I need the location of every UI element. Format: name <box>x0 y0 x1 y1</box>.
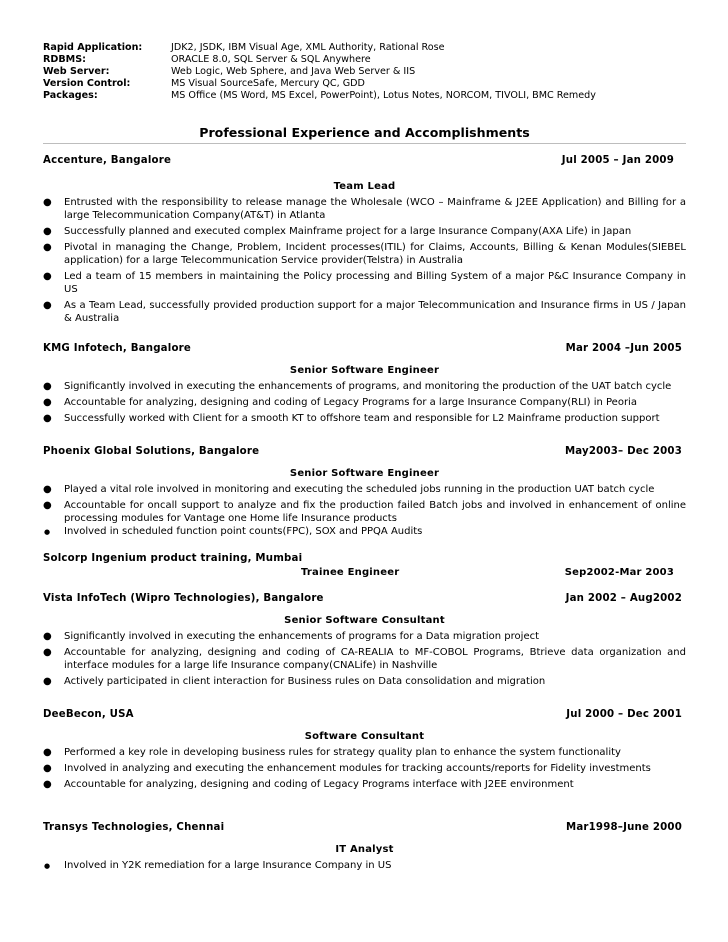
list-item: ● Successfully worked with Client for a smooth KT to offshore team and responsible for L2 Mainframe production support <box>43 413 660 424</box>
bullet-icon: ● <box>43 226 52 237</box>
job-dates: Mar 2004 –Jun 2005 <box>565 343 682 354</box>
skill-value: JDK2, JSDK, IBM Visual Age, XML Authority, Rational Rose <box>171 42 445 53</box>
bullet-icon: ● <box>43 413 52 424</box>
job-dates: Jul 2005 – Jan 2009 <box>561 155 674 166</box>
skill-row <box>43 78 596 90</box>
job-dates: Jul 2000 – Dec 2001 <box>566 709 682 720</box>
job-deebecon <box>43 708 686 794</box>
section-divider <box>43 143 686 144</box>
job-role: Senior Software Consultant <box>284 615 445 626</box>
list-item: ● Accountable for analyzing, designing and coding of Legacy Programs interface with J2EE environment <box>43 779 574 790</box>
bullet-icon: ● <box>43 381 52 392</box>
job-header <box>43 592 686 606</box>
job-kmg <box>43 342 686 428</box>
skill-value: MS Visual SourceSafe, Mercury QC, GDD <box>171 78 365 89</box>
skill-label: Web Server: <box>43 66 110 77</box>
skill-row <box>43 42 596 54</box>
technical-skills <box>43 42 596 102</box>
job-solcorp <box>43 552 686 580</box>
skill-value: ORACLE 8.0, SQL Server & SQL Anywhere <box>171 54 371 65</box>
job-role: IT Analyst <box>335 844 394 855</box>
job-dates: Sep2002-Mar 2003 <box>564 567 674 578</box>
list-item: ● Actively participated in client interaction for Business rules on Data consolidation and migration <box>43 676 546 687</box>
job-bullets <box>43 859 686 872</box>
company-name: DeeBecon, USA <box>43 709 134 720</box>
bullet-icon: ● <box>43 676 52 687</box>
company-name: Transys Technologies, Chennai <box>43 822 225 833</box>
bullet-icon: ● <box>44 528 51 536</box>
bullet-icon: ● <box>43 397 52 408</box>
skill-row <box>43 66 596 78</box>
list-item: ● Significantly involved in executing the enhancements of programs for a Data migration project <box>43 631 540 642</box>
skill-value: Web Logic, Web Sphere, and Java Web Server & IIS <box>171 66 416 77</box>
list-item: ● Significantly involved in executing the enhancements of programs, and monitoring the production of the UAT batch cycle <box>43 381 672 392</box>
job-bullets <box>43 196 686 325</box>
job-accenture <box>43 154 686 328</box>
job-vista <box>43 592 686 691</box>
company-name: Accenture, Bangalore <box>43 155 172 166</box>
job-transys <box>43 821 686 875</box>
skill-value: MS Office (MS Word, MS Excel, PowerPoint), Lotus Notes, NORCOM, TIVOLI, BMC Remedy <box>171 90 596 101</box>
list-item: ● Successfully planned and executed complex Mainframe project for a large Insurance Company(AXA Life) in Japan <box>43 226 632 237</box>
company-name: Solcorp Ingenium product training, Mumbai <box>43 553 303 564</box>
company-name: Vista InfoTech (Wipro Technologies), Bangalore <box>43 593 324 604</box>
job-header <box>43 445 686 459</box>
job-dates: May2003– Dec 2003 <box>564 446 682 457</box>
job-dates: Jan 2002 – Aug2002 <box>565 593 682 604</box>
job-bullets <box>43 483 686 538</box>
skill-label: Version Control: <box>43 78 131 89</box>
bullet-icon: ● <box>44 862 51 870</box>
job-role: Team Lead <box>333 181 396 192</box>
bullet-icon: ● <box>43 631 52 642</box>
job-header <box>43 552 686 566</box>
bullet-icon: ● <box>43 300 52 311</box>
job-bullets <box>43 746 686 791</box>
list-item: ● Pivotal in managing the Change, Problem, Incident processes(ITIL) for Claims, Accounts, Billing & Kenan Modules(SIEBEL application) for a large Telecommunication Service provider(Telstra) in Australia <box>43 242 686 266</box>
job-role: Senior Software Engineer <box>289 365 440 376</box>
bullet-icon: ● <box>43 484 52 495</box>
skill-label: RDBMS: <box>43 54 86 65</box>
job-role-row <box>43 566 686 580</box>
bullet-icon: ● <box>43 763 52 774</box>
skill-row <box>43 54 596 66</box>
job-header <box>43 708 686 722</box>
job-role: Software Consultant <box>304 731 425 742</box>
bullet-icon: ● <box>43 500 52 511</box>
bullet-icon: ● <box>43 647 52 658</box>
skill-label: Rapid Application: <box>43 42 143 53</box>
bullet-icon: ● <box>43 271 52 282</box>
bullet-icon: ● <box>43 747 52 758</box>
job-header <box>43 154 686 168</box>
list-item: ● Involved in analyzing and executing the enhancement modules for tracking accounts/reports for Fidelity investments <box>43 763 651 774</box>
section-title: Professional Experience and Accomplishments <box>199 125 530 140</box>
list-item: ● Involved in Y2K remediation for a large Insurance Company in US <box>44 860 392 871</box>
job-header <box>43 821 686 835</box>
bullet-icon: ● <box>43 197 52 208</box>
list-item: ● Led a team of 15 members in maintaining the Policy processing and Billing System of a major P&C Insurance Company in US <box>43 271 686 295</box>
bullet-icon: ● <box>43 779 52 790</box>
job-bullets <box>43 630 686 688</box>
skill-label: Packages: <box>43 90 98 101</box>
job-dates: Mar1998–June 2000 <box>566 822 682 833</box>
company-name: KMG Infotech, Bangalore <box>43 343 191 354</box>
job-bullets <box>43 380 686 425</box>
skill-row <box>43 90 596 102</box>
job-role: Trainee Engineer <box>301 567 400 578</box>
list-item: ● Performed a key role in developing business rules for strategy quality plan to enhance the system functionality <box>43 747 621 758</box>
job-role: Senior Software Engineer <box>289 468 440 479</box>
list-item: ● Entrusted with the responsibility to release manage the Wholesale (WCO – Mainframe & J2EE Application) and Billing for a large Telecommunication Company(AT&T) in Atlanta <box>43 197 686 221</box>
company-name: Phoenix Global Solutions, Bangalore <box>43 446 260 457</box>
list-item: ● Played a vital role involved in monitoring and executing the scheduled jobs running in the production UAT batch cycle <box>43 484 655 495</box>
job-phoenix <box>43 445 686 541</box>
list-item: ● As a Team Lead, successfully provided production support for a major Telecommunication and Insurance firms in US / Japan & Australia <box>43 300 686 324</box>
job-header <box>43 342 686 356</box>
list-item: ● Accountable for analyzing, designing and coding of Legacy Programs for a large Insurance Company(RLI) in Peoria <box>43 397 637 408</box>
list-item: ● Accountable for analyzing, designing and coding of CA-REALIA to MF-COBOL Programs, Btrieve data organization and interface modules for a large life Insurance company(CNALife) in Nashville <box>43 647 686 671</box>
bullet-icon: ● <box>43 242 52 253</box>
list-item: ● Involved in scheduled function point counts(FPC), SOX and PPQA Audits <box>44 526 423 537</box>
list-item: ● Accountable for oncall support to analyze and fix the production failed Batch jobs and involved in enhancement of online processing modules for Vantage one Home life Insurance products <box>43 500 686 524</box>
